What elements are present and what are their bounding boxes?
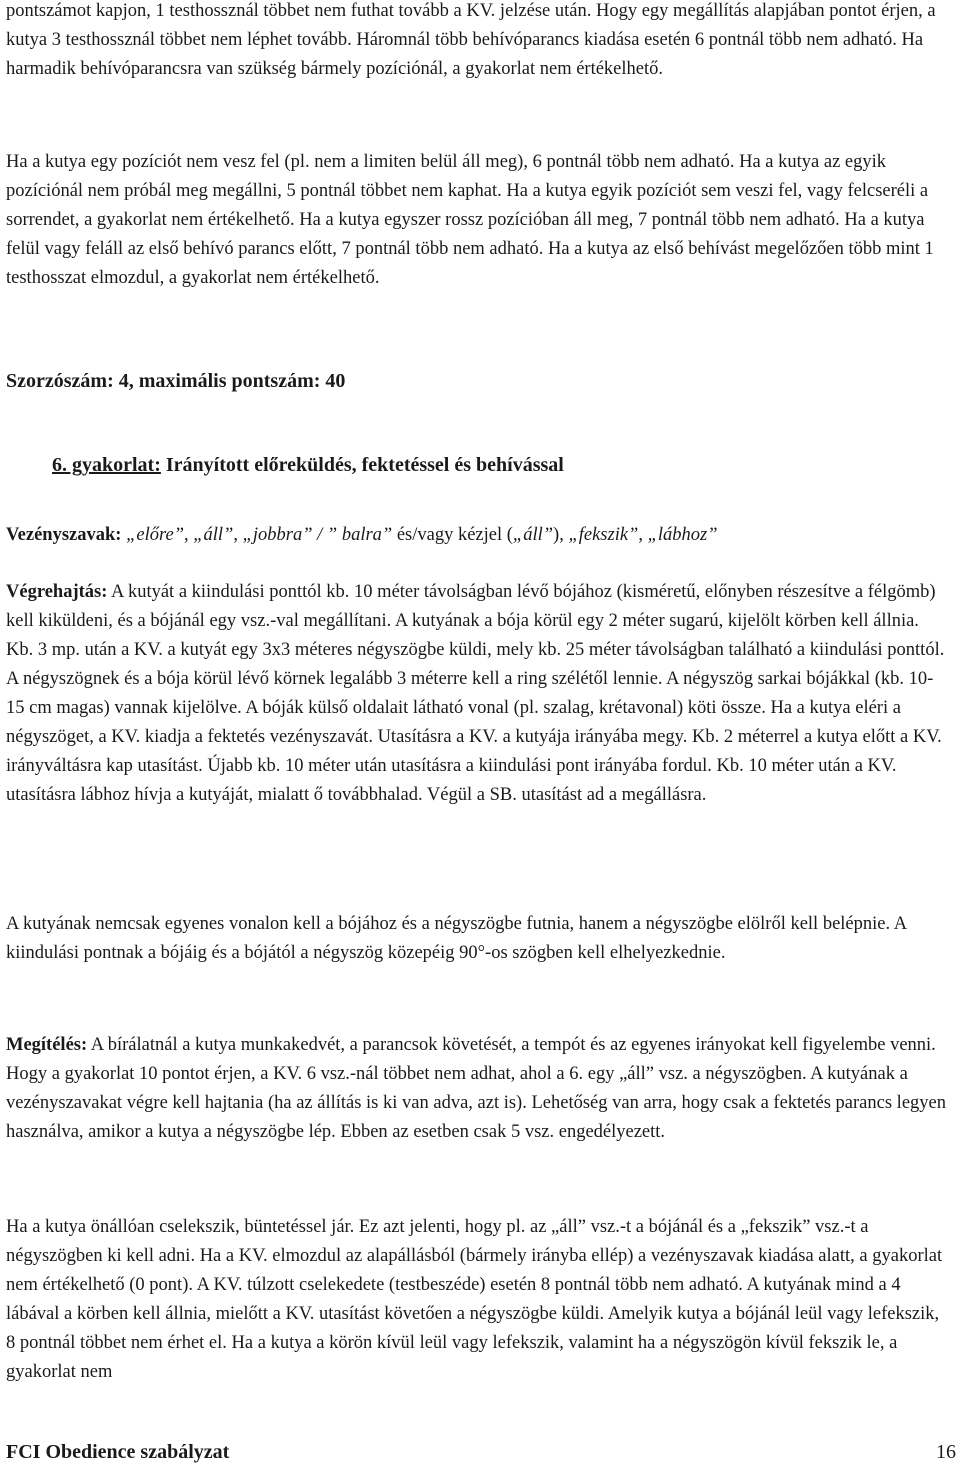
- execution-text: A kutyát a kiindulási ponttól kb. 10 méter távolságban lévő bójához (kisméretű, előnyben részesítve a félgömb) kell kiküldeni, és a bójánál egy vsz.-val megállítani. A kutyának a bója körül egy 2 méter sugarú, kijelölt körben kell állnia. Kb. 3 mp. után a KV. a kutyát egy 3x3 méteres négyszögbe küldi, mely kb. 25 méter távolságban található a kiindulási ponttól. A négyszögnek és a bója körül lévő körnek legalább 3 méterre kell a ring szélétől lennie. A négyszög sarkai bójákkal (kb. 10-15 cm magas) vannak kijelölve. A bóják külső oldalait látható vonal (pl. szalag, krétavonal) köti össze. Ha a kutya eléri a négyszöget, a KV. kiadja a fektetés vezényszavát. Utasításra a KV. a kutyája irányába megy. Kb. 2 méterrel a kutya előtt a KV. irányváltásra kap utasítást. Újabb kb. 10 méter után utasításra a kiindulási pont irányába fordul. Kb. 10 méter után a KV. utasításra lábhoz hívja a kutyáját, mialatt ő továbbhalad. Végül a SB. utasítást ad a megállásra.: [6, 582, 945, 805]
- commands-separator: ,: [233, 525, 243, 545]
- judging-text: A bírálatnál a kutya munkakedvét, a parancsok követését, a tempót és az egyenes irányokat kell figyelembe venni. Hogy a gyakorlat 10 pontot érjen, a KV. 6 vsz.-nál többet nem adhat, ahol a 6. egy „áll” vsz. a négyszögben. A kutyának a vezényszavakat végre kell hajtania (ha az állítás is ki van adva, azt is). Lehetőség van arra, hogy csak a fektetés parancs legyen használva, amikor a kutya a négyszögbe lép. Ebben az esetben csak 5 vsz. engedélyezett.: [6, 1035, 946, 1142]
- exercise-title: Irányított előreküldés, fektetéssel és behívással: [160, 454, 564, 476]
- commands-separator: ,: [183, 525, 194, 545]
- execution-label: Végrehajtás:: [6, 582, 108, 602]
- multiplier-line: [6, 367, 946, 397]
- multiplier-text: Szorzószám: 4, maximális pontszám: 40: [6, 370, 346, 392]
- judging-paragraph: [6, 1031, 951, 1147]
- exercise-heading: [52, 451, 952, 481]
- command-labhoz: „lábhoz”: [647, 525, 718, 545]
- command-all: „áll”: [193, 525, 234, 545]
- command-jobbra-balra: „jobbra” / ” balra”: [242, 525, 393, 545]
- paragraph-position-penalties: Ha a kutya egy pozíciót nem vesz fel (pl. nem a limiten belül áll meg), 6 pontnál több nem adható. Ha a kutya az egyik pozíciónál nem próbál meg megállni, 5 pontnál többet nem kaphat. Ha a kutya egyik pozíciót sem veszi fel, vagy felcseréli a sorrendet, a gyakorlat nem értékelhető. Ha a kutya egyszer rossz pozícióban áll meg, 7 pontnál több nem adható. Ha a kutya felül vagy feláll az első behívó parancs előtt, 7 pontnál több nem adható. Ha a kutya az első behívást megelőzően több mint 1 testhosszat elmozdul, a gyakorlat nem értékelhető.: [6, 152, 934, 288]
- commands-text: és/vagy kézjel (: [392, 525, 513, 545]
- command-all-sign: „áll”: [512, 525, 554, 545]
- paragraph-scoring-stops: pontszámot kapjon, 1 testhossznál többet nem futhat tovább a KV. jelzése után. Hogy egy megállítás alapjában pontot érjen, a kutya 3 testhossznál többet nem léphet tovább. Háromnál több behívóparancs kiadása esetén 6 pontnál több nem adható. Ha harmadik behívóparancsra van szükség bármely pozíciónál, a gyakorlat nem értékelhető.: [6, 1, 936, 79]
- page-footer: [6, 1438, 956, 1466]
- paragraph-straight-line: A kutyának nemcsak egyenes vonalon kell a bójához és a négyszögbe futnia, hanem a négyszögbe elölről kell belépnie. A kiindulási pontnak a bójáig és a bójától a négyszög közepéig 90°-os szögben kell elhelyezkednie.: [6, 914, 907, 963]
- command-elore: „előre”: [126, 525, 184, 545]
- judging-label: Megítélés:: [6, 1035, 88, 1055]
- commands-text: ),: [553, 525, 569, 545]
- footer-title: FCI Obedience szabályzat: [6, 1441, 230, 1463]
- commands-line: [6, 521, 946, 550]
- paragraph-penalties: Ha a kutya önállóan cselekszik, büntetéssel jár. Ez azt jelenti, hogy pl. az „áll” vsz.-t a bójánál és a „fekszik” vsz.-t a négyszögben ki kell adni. Ha a KV. elmozdul az alapállásból (bármely irányba ellép) a vezényszavak kiadása alatt, a gyakorlat nem értékelhető (0 pont). A KV. túlzott cselekedete (testbeszéde) esetén 8 pontnál több nem adható. A kutyának mind a 4 lábával a körben kell állnia, mielőtt a KV. utasítást követően a négyszögbe küldi. Amelyik kutya a bójánál leül vagy lefekszik, 8 pontnál többet nem érhet el. Ha a kutya a körön kívül leül vagy lefekszik, valamint ha a négyszögön kívül fekszik le, a gyakorlat nem: [6, 1217, 943, 1382]
- commands-separator: ,: [638, 525, 648, 545]
- exercise-number: 6. gyakorlat:: [52, 454, 161, 476]
- command-fekszik: „fekszik”: [568, 525, 639, 545]
- commands-label: Vezényszavak:: [6, 525, 122, 545]
- page-number: 16: [936, 1441, 956, 1463]
- execution-paragraph: [6, 578, 946, 810]
